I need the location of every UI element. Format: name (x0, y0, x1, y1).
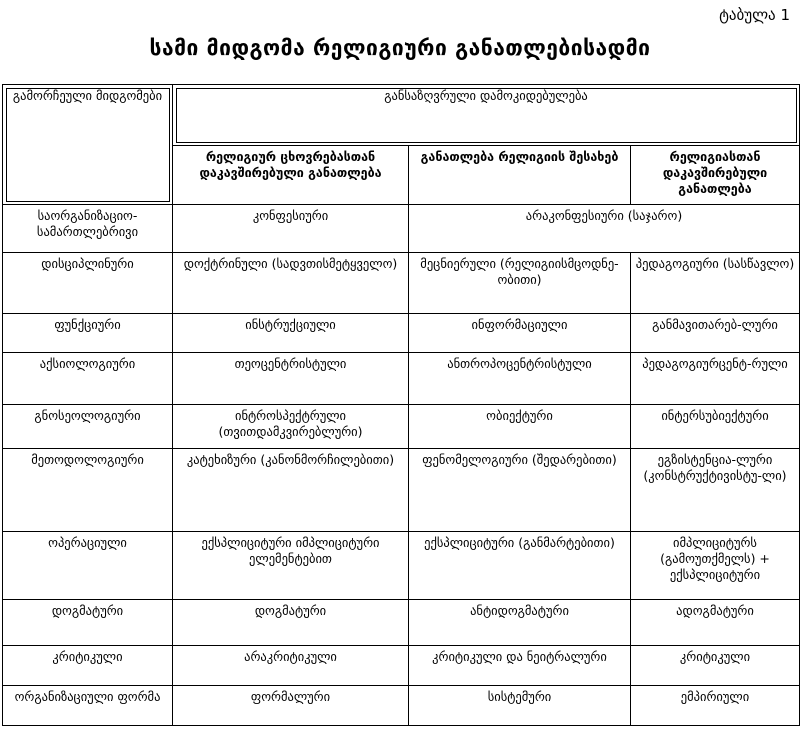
cell: პედაგოგიური (სასწავლო) (631, 253, 800, 314)
cell: ანტიდოგმატური (409, 600, 631, 646)
cell: დოგმატური (173, 600, 409, 646)
cell: ინფორმაციული (409, 314, 631, 353)
approaches-table (2, 84, 800, 726)
cell: ობიექტური (409, 405, 631, 449)
row-label: საორგანიზაციო-სამართლებრივი (3, 205, 173, 253)
row-label: ორგანიზაციული ფორმა (3, 686, 173, 726)
cell: დოქტრინული (სადვთისმეტყველო) (173, 253, 409, 314)
table-caption: ტაბულა 1 (719, 6, 790, 24)
table-row (3, 405, 800, 449)
cell: კრიტიკული (631, 646, 800, 686)
row-label: ოპერაციული (3, 532, 173, 600)
table-row (3, 253, 800, 314)
header-col-related-religion: რელიგიასთან დაკავშირებული განათლება (631, 146, 800, 205)
row-label: ფუნქციური (3, 314, 173, 353)
cell: ემპირიული (631, 686, 800, 726)
row-label: დოგმატური (3, 600, 173, 646)
cell: იმპლიციტურს (გამოუთქმელს) + ექსპლიციტური (631, 532, 800, 600)
header-col-religious-life: რელიგიურ ცხოვრებასთან დაკავშირებული განათლება (173, 146, 409, 205)
cell: ფორმალური (173, 686, 409, 726)
header-approaches: გამორჩეული მიდგომები (3, 85, 173, 205)
cell: კონფესიური (173, 205, 409, 253)
cell: კრიტიკული და ნეიტრალური (409, 646, 631, 686)
cell: სისტემური (409, 686, 631, 726)
cell: ინსტრუქციული (173, 314, 409, 353)
cell: პედაგოგიურცენტ-რული (631, 353, 800, 405)
cell: ექსპლიციტური (განმარტებითი) (409, 532, 631, 600)
cell: ეგზისტენცია-ლური (კონსტრუქტივისტუ-ლი) (631, 449, 800, 532)
table-row (3, 353, 800, 405)
row-label: აქსიოლოგიური (3, 353, 173, 405)
page-title: სამი მიდგომა რელიგიური განათლებისადმი (149, 36, 651, 60)
table-row (3, 532, 800, 600)
cell: ადოგმატური (631, 600, 800, 646)
cell: არაკრიტიკული (173, 646, 409, 686)
table-row (3, 449, 800, 532)
cell: ფენომელოგიური (შედარებითი) (409, 449, 631, 532)
header-col-about-religion: განათლება რელიგიის შესახებ (409, 146, 631, 205)
cell: ინტერსუბიექტური (631, 405, 800, 449)
header-dependency: განსაზღვრული დამოკიდებულება (173, 85, 800, 146)
cell: არაკონფესიური (საჯარო) (409, 205, 800, 253)
cell: მეცნიერული (რელიგიისმცოდნე-ობითი) (409, 253, 631, 314)
row-label: დისციპლინური (3, 253, 173, 314)
table-row (3, 600, 800, 646)
cell: თეოცენტრისტული (173, 353, 409, 405)
table-row (3, 646, 800, 686)
table-row (3, 205, 800, 253)
table-row (3, 686, 800, 726)
table-row (3, 314, 800, 353)
cell: განმავითარებ-ლური (631, 314, 800, 353)
cell: ანთროპოცენტრისტული (409, 353, 631, 405)
cell: ინტროსპექტრული (თვითდამკვირებლური) (173, 405, 409, 449)
cell: კატეხიზური (კანონმორჩილებითი) (173, 449, 409, 532)
row-label: გნოსეოლოგიური (3, 405, 173, 449)
cell: ექსპლიციტური იმპლიციტური ელემენტებით (173, 532, 409, 600)
row-label: მეთოდოლოგიური (3, 449, 173, 532)
row-label: კრიტიკული (3, 646, 173, 686)
